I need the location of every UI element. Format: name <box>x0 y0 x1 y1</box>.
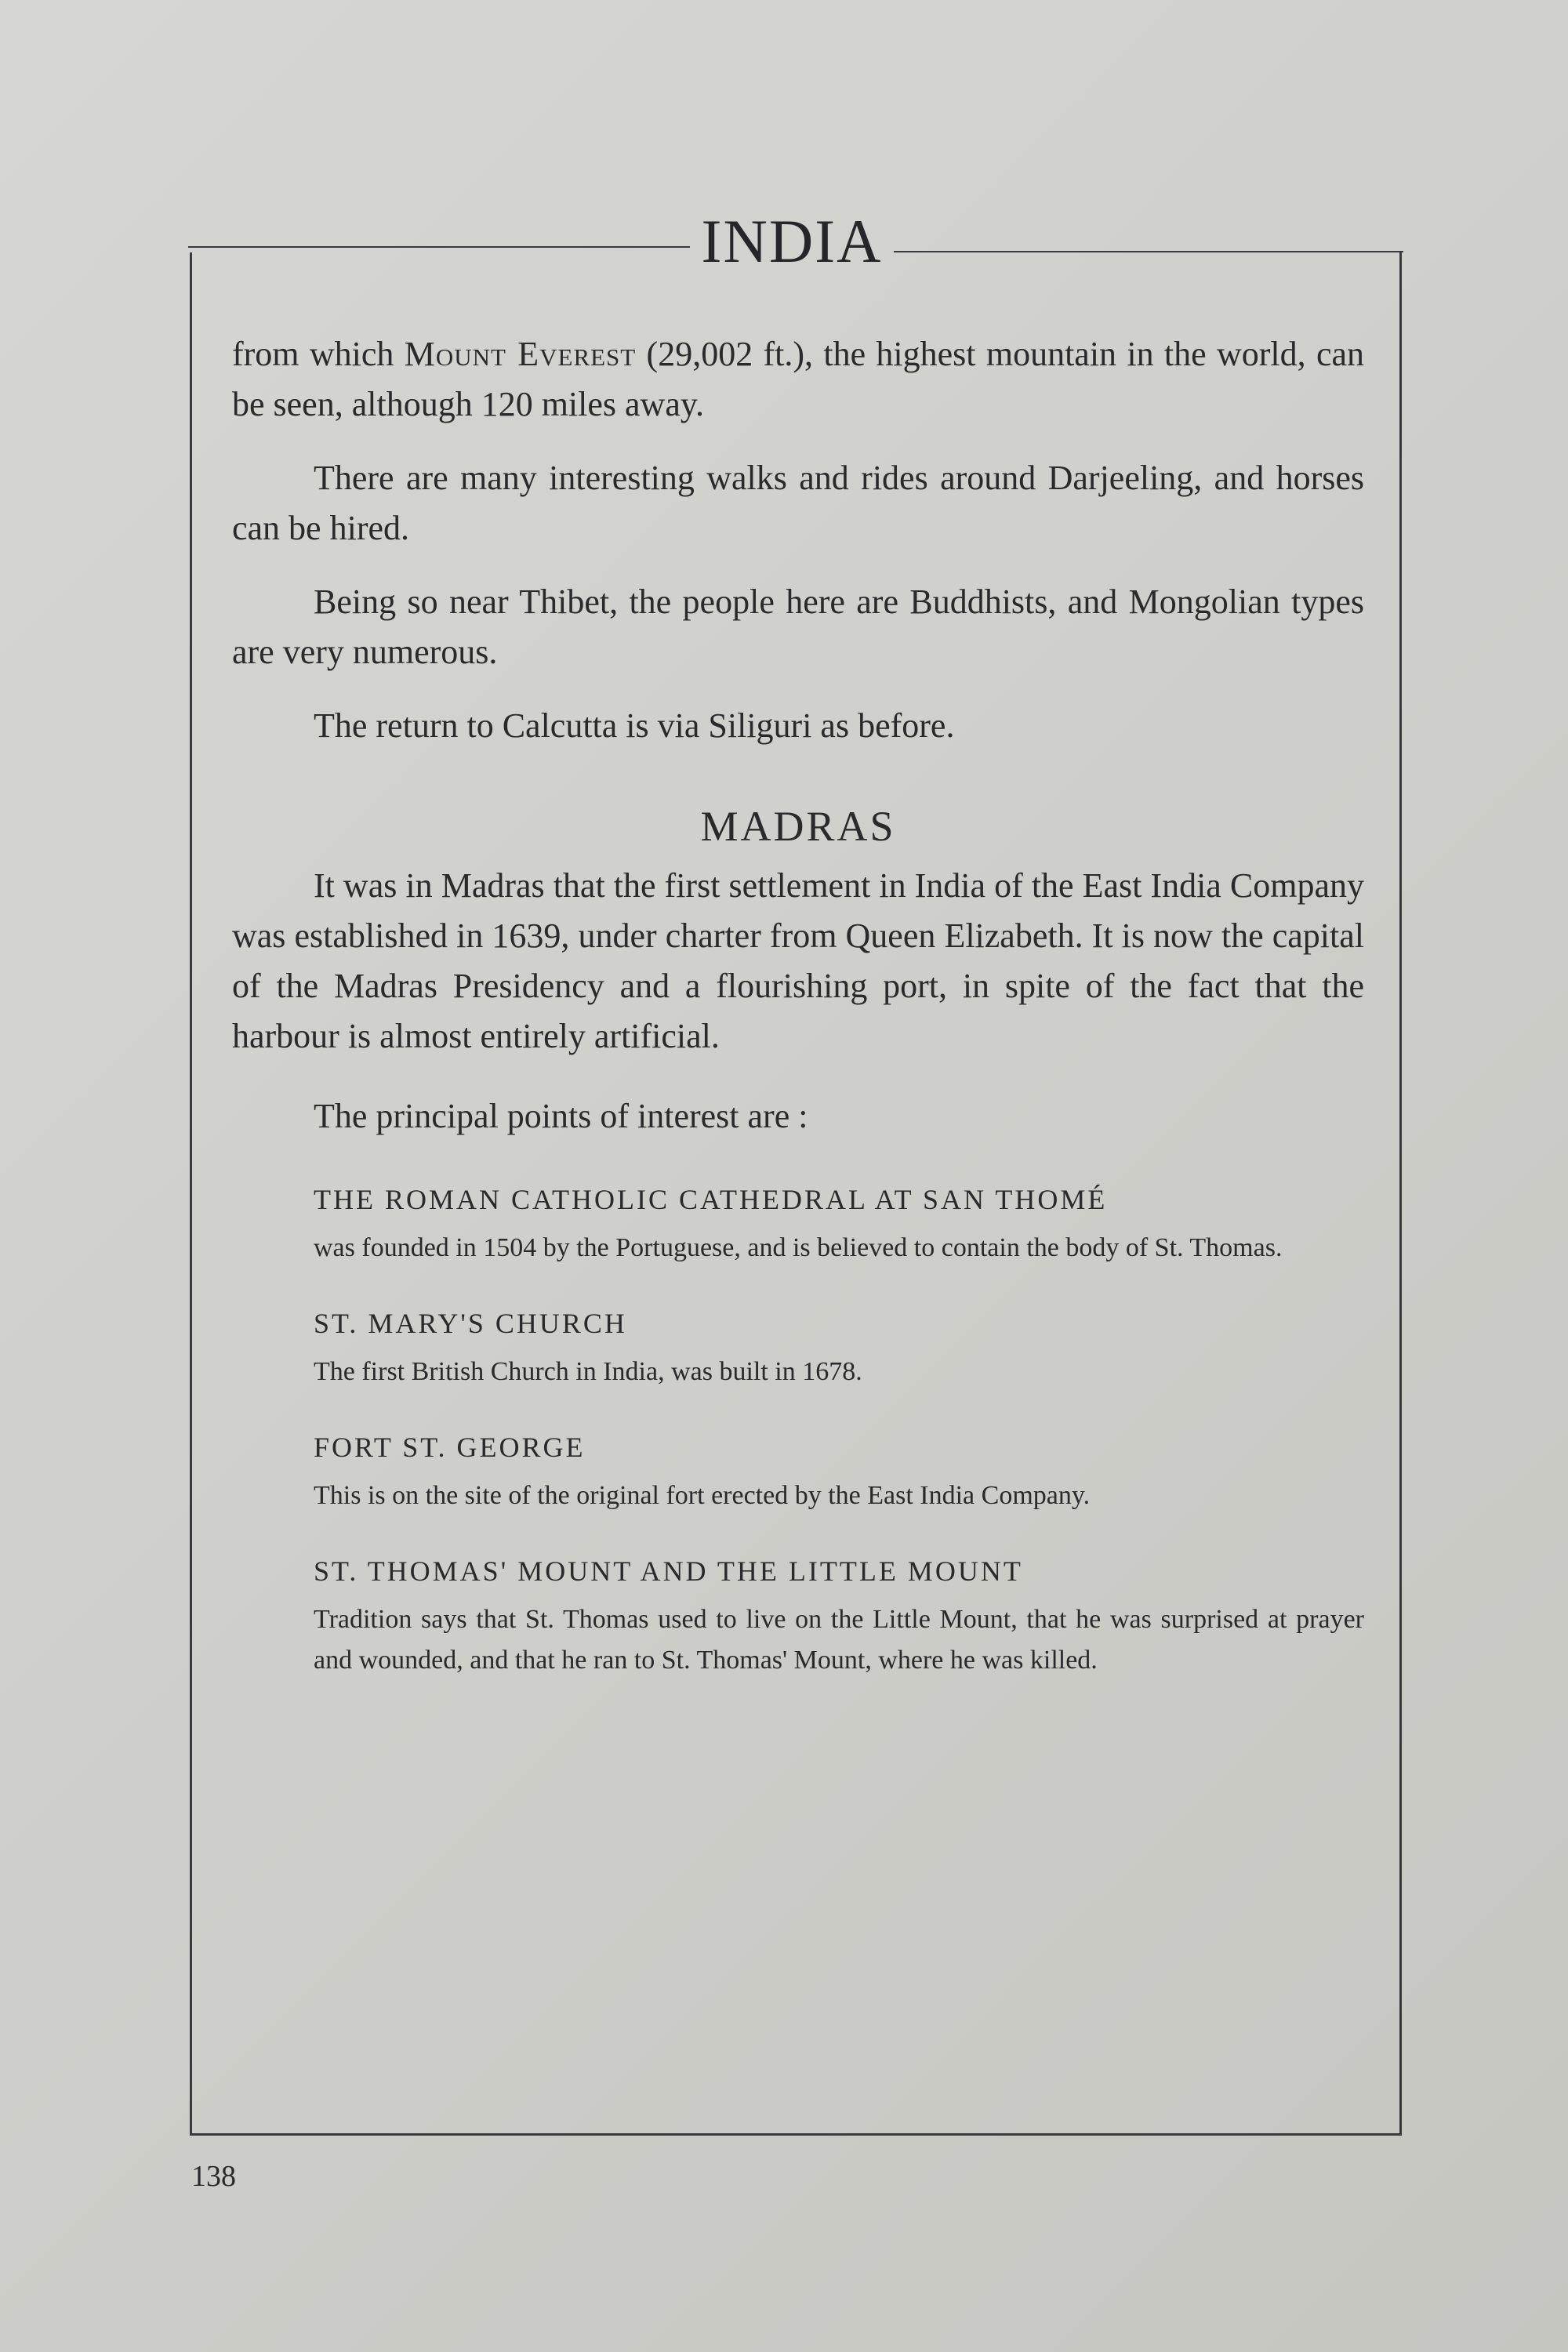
mountain-name: Mount Everest <box>404 335 637 373</box>
point-of-interest <box>314 1552 1364 1681</box>
paragraph-thibet: Being so near Thibet, the people here are Buddhists, and Mongolian types are very numerous. <box>232 583 1364 671</box>
point-of-interest <box>314 1181 1364 1269</box>
page-number: 138 <box>191 2160 236 2193</box>
point-of-interest <box>314 1428 1364 1516</box>
point-description: was founded in 1504 by the Portuguese, and is believed to contain the body of St. Thomas. <box>314 1233 1283 1262</box>
page-content <box>232 329 1364 1717</box>
point-title: FORT ST. GEORGE <box>314 1432 586 1463</box>
point-of-interest <box>314 1305 1364 1392</box>
point-title: ST. THOMAS' MOUNT AND THE LITTLE MOUNT <box>314 1555 1023 1587</box>
point-description: This is on the site of the original fort erected by the East India Company. <box>314 1481 1091 1510</box>
paragraph-everest-start: from which <box>232 335 405 373</box>
paragraph-walks: There are many interesting walks and rides around Darjeeling, and horses can be hired. <box>232 459 1364 547</box>
paragraph-madras-history: It was in Madras that the first settlement in India of the East India Company was established in 1639, under charter from Queen Elizabeth. It is now the capital of the Madras Presidency and a flourishing port, in spite of the fact that the harbour is almost entirely artificial. <box>232 866 1364 1055</box>
header-rule-left <box>188 246 690 248</box>
point-title: ST. MARY'S CHURCH <box>314 1308 627 1339</box>
points-intro: The principal points of interest are : <box>314 1097 808 1135</box>
page-title: INDIA <box>701 207 883 275</box>
paragraph-everest <box>232 329 1364 430</box>
section-heading-madras: MADRAS <box>700 803 896 850</box>
paragraph-return: The return to Calcutta is via Siliguri as before. <box>314 706 955 745</box>
point-description: Tradition says that St. Thomas used to live on the Little Mount, that he was surprised at prayer and wounded, and that he ran to St. Thomas' Mount, where he was killed. <box>314 1605 1364 1675</box>
point-description: The first British Church in India, was built in 1678. <box>314 1357 862 1386</box>
point-title: THE ROMAN CATHOLIC CATHEDRAL AT SAN THOMÉ <box>314 1184 1108 1215</box>
paragraph-everest-end: (29,002 ft.), the highest mountain in the world, can be seen, although 120 miles away. <box>232 335 1364 423</box>
